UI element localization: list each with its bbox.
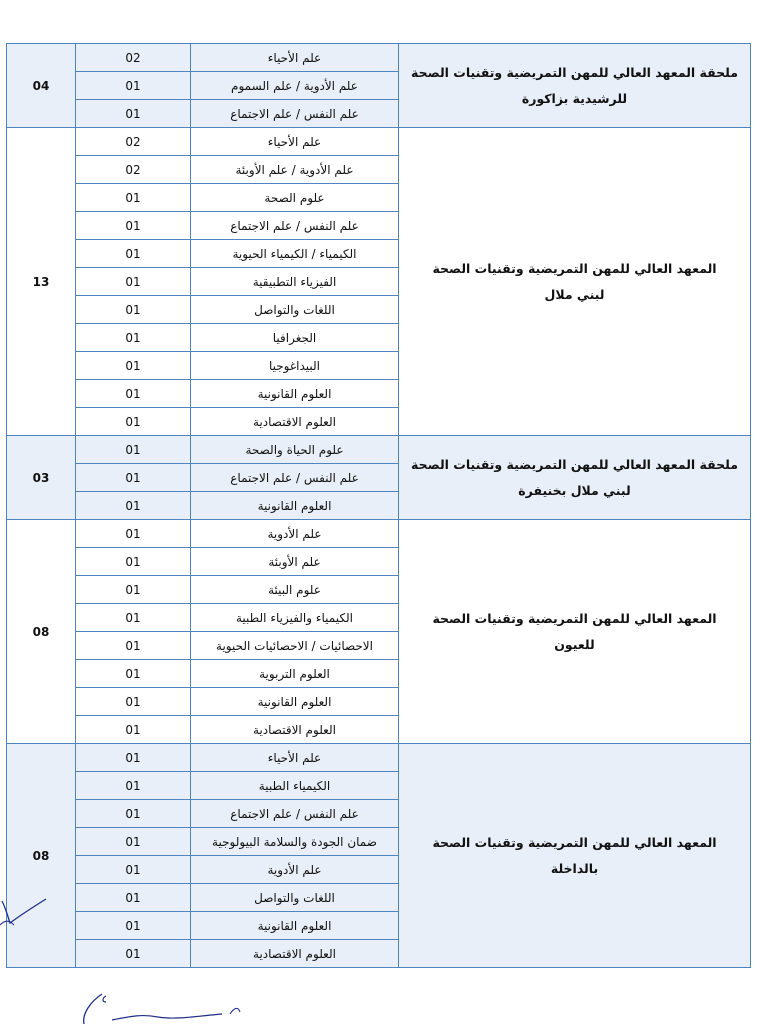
coefficient-cell: 01 (76, 772, 191, 800)
coefficient-cell: 01 (76, 632, 191, 660)
coefficient-cell: 02 (76, 128, 191, 156)
paraph-mark-icon (0, 895, 50, 935)
coefficient-cell: 01 (76, 576, 191, 604)
subject-cell: ضمان الجودة والسلامة البيولوجية (191, 828, 399, 856)
institution-name-line: ملحقة المعهد العالي للمهن التمريضية وتقنيات الصحة (411, 456, 738, 472)
subject-cell: علوم البيئة (191, 576, 399, 604)
coefficient-cell: 01 (76, 548, 191, 576)
subject-cell: علم الأدوية / علم الأوبئة (191, 156, 399, 184)
subject-cell: علم النفس / علم الاجتماع (191, 464, 399, 492)
subject-cell: اللغات والتواصل (191, 884, 399, 912)
group-count-cell: 08 (7, 744, 76, 968)
subject-cell: علوم الحياة والصحة (191, 436, 399, 464)
subject-cell: الجغرافيا (191, 324, 399, 352)
institution-name-line: المعهد العالي للمهن التمريضية وتقنيات الصحة (432, 260, 717, 276)
subject-cell: العلوم القانونية (191, 492, 399, 520)
group-count-cell: 08 (7, 520, 76, 744)
coefficient-cell: 01 (76, 324, 191, 352)
coefficient-cell: 01 (76, 716, 191, 744)
subject-cell: العلوم القانونية (191, 688, 399, 716)
coefficient-cell: 01 (76, 268, 191, 296)
subject-cell: البيداغوجيا (191, 352, 399, 380)
subject-cell: علوم الصحة (191, 184, 399, 212)
subject-cell: العلوم التربوية (191, 660, 399, 688)
institution-name-line: المعهد العالي للمهن التمريضية وتقنيات الصحة (432, 610, 717, 626)
coefficient-cell: 02 (76, 156, 191, 184)
coefficient-cell: 01 (76, 492, 191, 520)
subject-cell: الفيزياء التطبيقية (191, 268, 399, 296)
document-table (6, 43, 751, 968)
subject-cell: علم الأحياء (191, 128, 399, 156)
subject-cell: علم الأدوية / علم السموم (191, 72, 399, 100)
subject-cell: الاحصائيات / الاحصائيات الحيوية (191, 632, 399, 660)
coefficient-cell: 02 (76, 44, 191, 72)
coefficient-cell: 01 (76, 296, 191, 324)
subject-cell: العلوم الاقتصادية (191, 940, 399, 968)
coefficient-cell: 01 (76, 408, 191, 436)
table-row (7, 436, 751, 464)
table-row (7, 44, 751, 72)
coefficient-cell: 01 (76, 100, 191, 128)
institution-name-line: ملحقة المعهد العالي للمهن التمريضية وتقنيات الصحة (411, 64, 738, 80)
group-count-cell: 13 (7, 128, 76, 436)
institution-cell (399, 520, 751, 744)
subject-cell: الكيمياء / الكيمياء الحيوية (191, 240, 399, 268)
coefficient-cell: 01 (76, 828, 191, 856)
coefficient-cell: 01 (76, 520, 191, 548)
subject-cell: الكيمياء الطبية (191, 772, 399, 800)
institution-name-line: بالداخلة (550, 860, 599, 876)
table-row (7, 128, 751, 156)
coefficient-cell: 01 (76, 380, 191, 408)
institution-name-line: للرشيدية بزاكورة (521, 90, 628, 106)
institution-cell (399, 128, 751, 436)
institution-cell (399, 436, 751, 520)
coefficient-cell: 01 (76, 856, 191, 884)
coefficient-cell: 01 (76, 72, 191, 100)
coefficient-cell: 01 (76, 212, 191, 240)
coefficient-cell: 01 (76, 688, 191, 716)
table-row (7, 520, 751, 548)
subject-cell: العلوم القانونية (191, 380, 399, 408)
coefficient-cell: 01 (76, 352, 191, 380)
subject-cell: علم الأدوية (191, 856, 399, 884)
coefficient-cell: 01 (76, 660, 191, 688)
subject-cell: علم النفس / علم الاجتماع (191, 100, 399, 128)
subject-cell: العلوم الاقتصادية (191, 408, 399, 436)
coefficient-cell: 01 (76, 184, 191, 212)
subject-cell: العلوم الاقتصادية (191, 716, 399, 744)
group-count-cell: 03 (7, 436, 76, 520)
coefficient-cell: 01 (76, 436, 191, 464)
group-count-cell: 04 (7, 44, 76, 128)
institution-name-line: لبني ملال بخنيفرة (518, 482, 631, 498)
institution-name-line: للعيون (554, 636, 595, 652)
subject-cell: اللغات والتواصل (191, 296, 399, 324)
subject-cell: علم الأحياء (191, 44, 399, 72)
coefficient-cell: 01 (76, 604, 191, 632)
subject-cell: علم الأحياء (191, 744, 399, 772)
subject-cell: العلوم القانونية (191, 912, 399, 940)
institution-cell (399, 744, 751, 968)
signature-icon (72, 990, 252, 1024)
coefficient-cell: 01 (76, 464, 191, 492)
coefficient-cell: 01 (76, 744, 191, 772)
subject-cell: علم الأدوية (191, 520, 399, 548)
subject-cell: الكيمياء والفيزياء الطبية (191, 604, 399, 632)
coefficient-cell: 01 (76, 940, 191, 968)
institution-name-line: المعهد العالي للمهن التمريضية وتقنيات الصحة (432, 834, 717, 850)
coefficient-cell: 01 (76, 884, 191, 912)
institution-name-line: لبني ملال (544, 286, 605, 302)
coefficient-cell: 01 (76, 912, 191, 940)
subject-cell: علم النفس / علم الاجتماع (191, 800, 399, 828)
subject-cell: علم النفس / علم الاجتماع (191, 212, 399, 240)
table-body (7, 44, 751, 968)
subject-cell: علم الأوبئة (191, 548, 399, 576)
coefficient-cell: 01 (76, 240, 191, 268)
institution-cell (399, 44, 751, 128)
coefficient-cell: 01 (76, 800, 191, 828)
table-row (7, 744, 751, 772)
